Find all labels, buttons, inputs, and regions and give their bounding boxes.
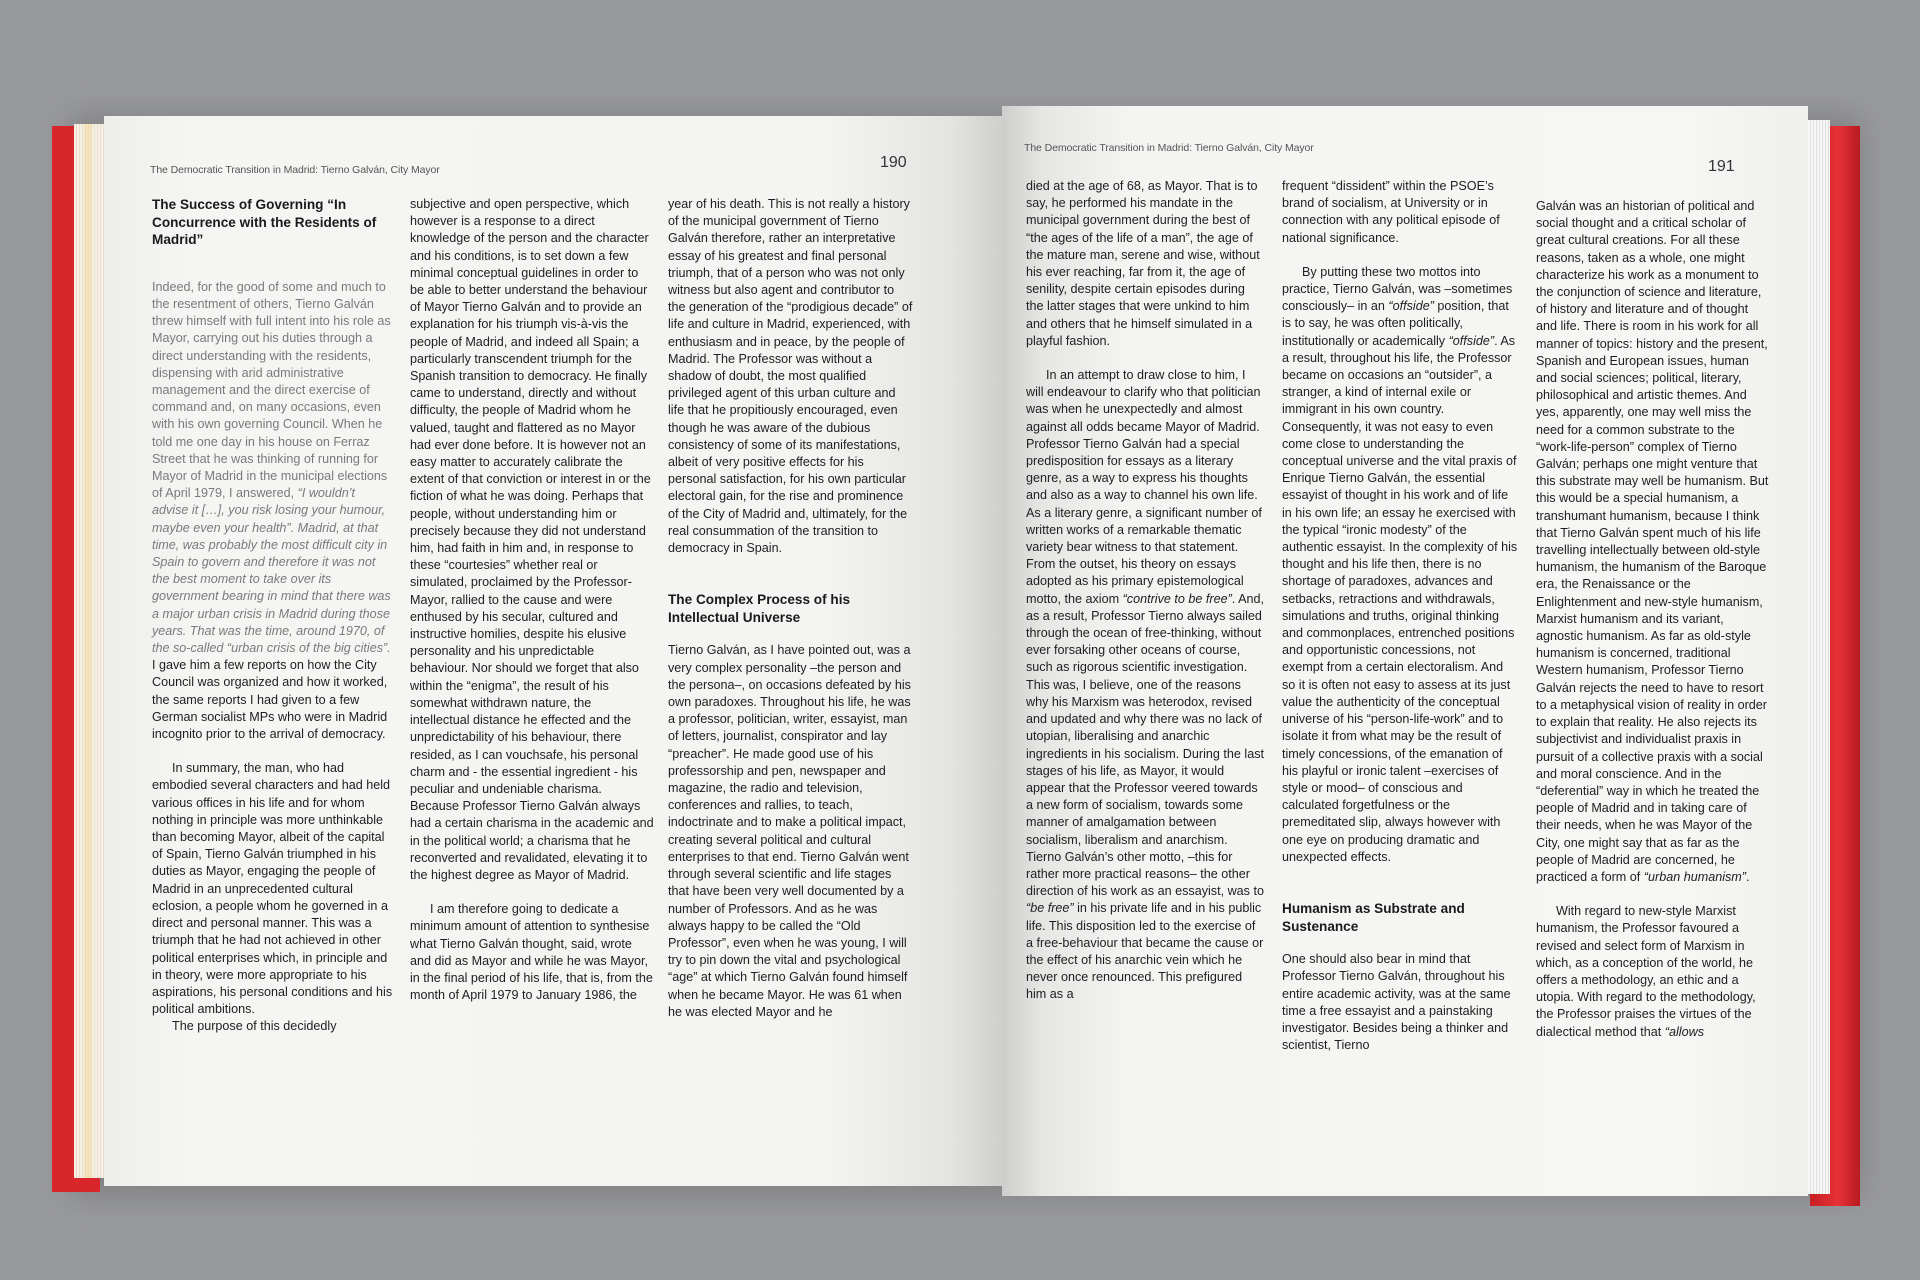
running-head-left: The Democratic Transition in Madrid: Tierno Galván, City Mayor [150,164,440,176]
page-stack-left [74,124,108,1178]
paragraph: One should also bear in mind that Professor Tierno Galván, throughout his entire academic activity, was at the same time a free essayist and a painstaking investigator. Besides being a thinker and scientist, Tierno [1282,952,1511,1053]
left-column-3 [668,196,914,1021]
page-number-right: 191 [1708,158,1735,175]
paragraph: The purpose of this decidedly [172,1019,337,1034]
paragraph: frequent “dissident” within the PSOE’s brand of socialism, at University or in connection with any political episode of national significance. [1282,179,1500,245]
paragraph: I am therefore going to dedicate a minimum amount of attention to synthesise what Tierno Galván thought, said, wrote and did as Mayor and while he was Mayor, in the final period of his life, that is, from the month of April 1979 to January 1986, the [410,902,653,1003]
paragraph: In an attempt to draw close to him, I will endeavour to clarify who that politician was when he unexpectedly and almost against all odds became Mayor of Madrid. Professor Tierno Galván had a special predisposition for essays as a literary genre, as a way to express his thoughts and also as a way to channel his own life. As a literary genre, a significant number of written works of a remarkable thematic variety bear witness to that statement. From the outset, his theory on essays adopted as his primary epistemological motto, the axiom “contrive to be free”. And, as a result, Professor Tierno always sailed through the ocean of free-thinking, without ever forsaking other oceans of course, such as rigorous scientific investigation. This was, I believe, one of the reasons why his Marxism was heterodox, revised and updated and why there was no lack of utopian, liberalising and anarchic ingredients in his socialism. During the last stages of his life, as Mayor, it would appear that the Professor veered towards a new form of socialism, towards some manner of amalgamation between socialism, liberalism and anarchism. Tierno Galván’s other motto, –this for rather more practical reasons– the other direction of his work as an essayist, was to “be free” in his private life and in his public life. This disposition led to the exercise of a free-behaviour that became the cause or the effect of his anarchic vein which he never once renounced. This prefigured him as a [1026,368,1265,1002]
paragraph: Tierno Galván, as I have pointed out, was a very complex personality –the person and the persona–, on occasions defeated by his own paradoxes. Throughout his life, he was a professor, politician, writer, essayist, man of letters, journalist, conspirator and lay “preacher”. He made good use of his professorship and pen, newspaper and magazine, the radio and television, conferences and rallies, to teach, indoctrinate and to make a political impact, creating several political and cultural enterprises to that end. Tierno Galván went through several scientific and life stages that have been very well documented by a number of Professors. And as he was always happy to be called the “Old Professor”, even when he was young, I will try to pin down the vital and psychological “age” at which Tierno Galván found himself when he became Mayor. He was 61 when he was elected Mayor and he [668,643,911,1019]
section-heading-humanism: Humanism as Substrate and Sustenance [1282,900,1465,934]
right-column-2 [1282,178,1518,1054]
left-column-2 [410,196,654,1004]
paragraph: By putting these two mottos into practice, Tierno Galván, was –sometimes consciously– in an “offside” position, that is to say, he was often politically, institutionally or academically “offside”. As a result, throughout his life, the Professor became on occasions an “outsider”, a stranger, a kind of internal exile or immigrant in his own country. Consequently, it was not easy to even come close to understanding the conceptual universe and the vital praxis of Enrique Tierno Galván, the essential essayist of thought in his work and of life in his own life; an essay he exercised with the typical “ironic modesty” of the authentic essayist. In the complexity of his thought and his life then, there is no shortage of paradoxes, advances and setbacks, retractions and withdrawals, simulations and truths, original thinking and commonplaces, entrenched positions and opportunistic concessions, not exempt from a certain electoralism. And so it is often not easy to assess at its just value the authenticity of the conceptual universe of his “person-life-work” and to isolate it from what may be the result of timely concessions, of the emanation of his playful or ironic talent –exercises of style or mood– of conscious and calculated forgetfulness or the premeditated slip, always however with one eye on producing dramatic and unexpected effects. [1282,264,1518,864]
paragraph: Indeed, for the good of some and much to the resentment of others, Tierno Galván threw himself with full intent into his role as Mayor, carrying out his duties through a direct understanding with the residents, dispensing with arid administrative management and the direct exercise of command and, on many occasions, even with his own governing Council. When he told me one day in his house on Ferraz Street that he was thinking of running for Mayor of Madrid in the municipal elections of April 1979, I answered, “I wouldn’t advise it […], you risk losing your humour, maybe even your health”. Madrid, at that time, was probably the most difficult city in Spain to govern and therefore it was not the best moment to take over its government bearing in mind that there was a major urban crisis in Madrid during those years. That was the time, around 1970, of the so-called “urban crisis of the big cities”. I gave him a few reports on how the City Council was organized and how it worked, the same reports I had given to a few German socialist MPs who were in Madrid incognito prior to the arrival of democracy. [152,279,391,742]
paragraph: year of his death. This is not really a history of the municipal government of Tierno Galván therefore, rather an interpretative essay of his greatest and final personal triumph, that of a person who was not only witness but also agent and contributor to the generation of the “prodigious decade” of life and culture in Madrid, experienced, with enthusiasm and in peace, by the people of Madrid. The Professor was without a shadow of doubt, the most qualified privileged agent of this urban culture and life that he propitiously encouraged, even though he was aware of the dubious consistency of some of its manifestations, albeit of very positive effects for his personal satisfaction, for his own particular electoral gain, for the rise and prominence of the City of Madrid and, ultimately, for the real consummation of the transition to democracy in Spain. [668,197,913,556]
right-column-1 [1026,178,1264,1004]
right-page [1002,106,1808,1196]
left-column-1 [152,196,394,1036]
running-head-right: The Democratic Transition in Madrid: Tierno Galván, City Mayor [1024,142,1314,154]
paragraph: died at the age of 68, as Mayor. That is to say, he performed his mandate in the municipal government during the best of “the ages of the life of a man”, the age of the mature man, serene and wise, without his ever reaching, far from it, the age of senility, despite certain episodes during the latter stages that were unkind to him and others that he himself simulated in a playful fashion. [1026,179,1260,348]
left-page [104,116,1002,1186]
right-column-3 [1536,198,1772,1041]
section-heading-success: The Success of Governing “In Concurrence with the Residents of Madrid” [152,197,377,248]
paragraph: subjective and open perspective, which however is a response to a direct knowledge of the person and the character and his conditions, is to set down a few minimal conceptual guidelines in order to be able to better understand the behaviour of Mayor Tierno Galván and to provide an explanation for his triumph vis-à-vis the people of Madrid, and indeed all Spain; a particularly transcendent triumph for the Spanish transition to democracy. He finally came to understand, directly and without difficulty, the people of Madrid whom he valued, taught and flattered as no Mayor had ever done before. It is however not an easy matter to accurately calibrate the extent of that conviction or interest in or the fiction of what he was doing. Perhaps that people, without understanding him or precisely because they did not understand him, had faith in him and, in response to these “courtesies” whether real or simulated, proclaimed by the Professor-Mayor, rallied to the cause and were enthused by his secular, cultured and instructive homilies, despite his elusive personality and his unpredictable behaviour. Nor should we forget that also within the “enigma”, the result of his somewhat withdrawn nature, the intellectual distance he effected and the unpredictability of his behaviour, there resided, as I can vouchsafe, his personal charm and - the essential ingredient - his peculiar and undeniable charisma. Because Professor Tierno Galván always had a certain charisma in the academic and in the political world; a charisma that he reconverted and revalidated, elevating it to the highest degree as Mayor of Madrid. [410,197,654,882]
section-heading-complex-process: The Complex Process of his Intellectual Universe [668,592,851,625]
paragraph: In summary, the man, who had embodied several characters and had held various offices in his life and for whom nothing in principle was more unthinkable than becoming Mayor, albeit of the capital of Spain, Tierno Galván triumphed in his duties as Mayor, engaging the people of Madrid in an unprecedented cultural eclosion, a people whom he governed in a direct and personal manner. This was a triumph that he had not achieved in other political enterprises which, in principle and in theory, were more appropriate to his aspirations, his personal conditions and his political ambitions. [152,761,393,1017]
page-number-left: 190 [880,154,907,171]
paragraph: Galván was an historian of political and social thought and a critical scholar of great cultural creations. For all these reasons, taken as a whole, one might characterize his work as a monument to the conjunction of science and literature, of history and literature and of thought and life. There is room in his work for all manner of topics: history and the present, Spanish and European issues, human and social sciences; political, literary, philosophical and artistic themes. And yes, apparently, one may well miss the need for a common substrate to the “work-life-person” complex of Tierno Galván; perhaps one might venture that this substrate may well be humanism. But this would be a special humanism, a transhumant humanism, because I think that Tierno Galván spent much of his life travelling intellectually between old-style humanism, the humanism of the Baroque era, the Renaissance or the Enlightenment and new-style humanism, Marxist humanism and its variant, agnostic humanism. As far as old-style humanism is concerned, traditional Western humanism, Professor Tierno Galván rejects the need to have to resort to a metaphysical vision of reality in order to explain that reality. He also rejects its subjectivist and individualist praxis in pursuit of a collective praxis with a social and moral conscience. And in the “deferential” way in which he treated the people of Madrid and in taking care of their needs, when he was Mayor of the City, one might say that as far as the people of Madrid are concerned, he practiced a form of “urban humanism”. [1536,199,1769,884]
paragraph: With regard to new-style Marxist humanism, the Professor favoured a revised and select form of Marxism in which, as a conception of the world, he offers a methodology, an ethic and a utopia. With regard to the methodology, the Professor praises the virtues of the dialectical method that “allows [1536,904,1756,1039]
